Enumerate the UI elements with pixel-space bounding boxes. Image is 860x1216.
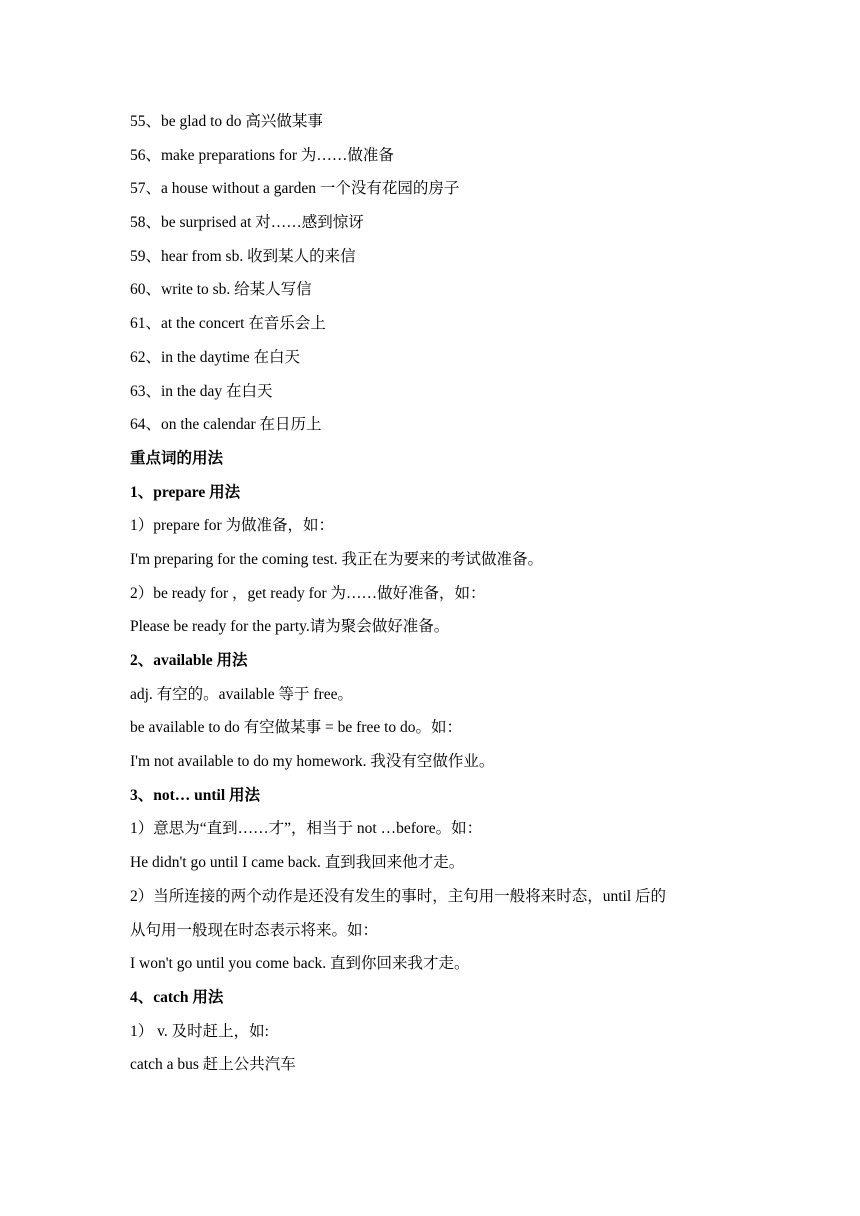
prepare-example-1: I'm preparing for the coming test. 我正在为要来的考试做准备。 <box>130 550 544 568</box>
section-title: 重点词的用法 <box>130 449 224 467</box>
phrase-58: 58、be surprised at 对……感到惊讶 <box>130 214 364 232</box>
prepare-example-2: Please be ready for the party.请为聚会做好准备。 <box>130 618 450 636</box>
until-line-2b: 从句用一般现在时态表示将来。如： <box>130 921 379 939</box>
available-line-1: adj. 有空的。available 等于 free。 <box>130 685 353 703</box>
prepare-line-1: 1）prepare for 为做准备，如： <box>130 517 335 535</box>
until-example-1: He didn't go until I came back. 直到我回来他才走。 <box>130 854 465 872</box>
available-line-2: be available to do 有空做某事 = be free to do。如： <box>130 719 463 737</box>
catch-line-1: 1） v. 及时赶上，如: <box>130 1022 269 1040</box>
document-page <box>130 105 750 1082</box>
until-line-2a: 2）当所连接的两个动作是还没有发生的事时，主句用一般将来时态，until 后的 <box>130 887 667 905</box>
until-heading: 3、not… until 用法 <box>130 786 261 804</box>
catch-heading: 4、catch 用法 <box>130 988 224 1006</box>
catch-example: catch a bus 赶上公共汽车 <box>130 1056 296 1074</box>
available-example: I'm not available to do my homework. 我没有空做作业。 <box>130 753 495 771</box>
phrase-59: 59、hear from sb. 收到某人的来信 <box>130 247 356 265</box>
phrase-62: 62、in the daytime 在白天 <box>130 348 301 366</box>
until-line-1: 1）意思为“直到……才”，相当于 not …before。如： <box>130 820 483 838</box>
prepare-line-2: 2）be ready for ，get ready for 为……做好准备，如： <box>130 584 486 602</box>
phrase-55: 55、be glad to do 高兴做某事 <box>130 113 323 130</box>
phrase-64: 64、on the calendar 在日历上 <box>130 416 322 434</box>
phrase-56: 56、make preparations for 为……做准备 <box>130 146 394 164</box>
until-example-2: I won't go until you come back. 直到你回来我才走。 <box>130 955 470 973</box>
available-heading: 2、available 用法 <box>130 652 248 669</box>
phrase-61: 61、at the concert 在音乐会上 <box>130 315 326 333</box>
phrase-57: 57、a house without a garden 一个没有花园的房子 <box>130 180 460 198</box>
phrase-60: 60、write to sb. 给某人写信 <box>130 281 312 299</box>
prepare-heading: 1、prepare 用法 <box>130 483 241 501</box>
phrase-63: 63、in the day 在白天 <box>130 382 273 400</box>
